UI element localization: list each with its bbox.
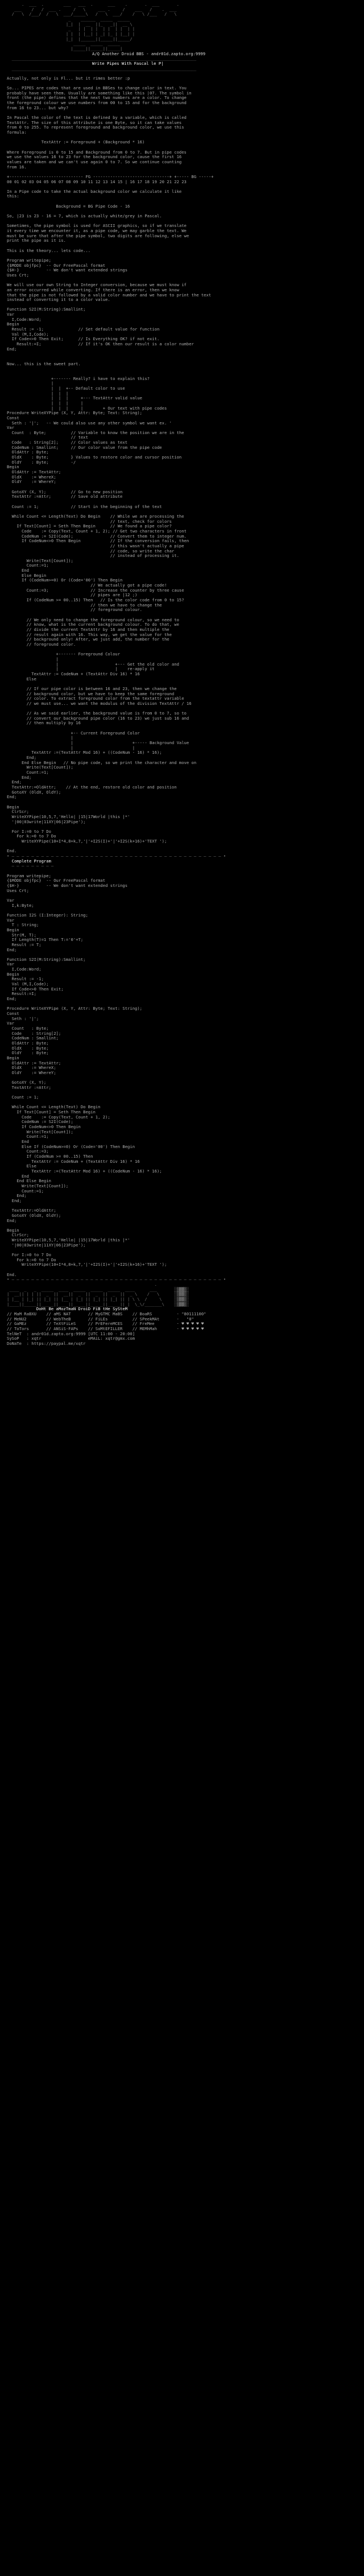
article-line: Procedure WriteXYPipe (X, Y, Attr: Byte; Text: String); <box>7 410 142 416</box>
article-line: OldY : Byte; -/ <box>7 459 76 465</box>
article-line: // this wasn't actually a pipe <box>7 543 184 548</box>
article-line: // foreground colour. <box>7 607 142 613</box>
article-line: // then we have to change the <box>7 602 162 608</box>
code-line: T : String; <box>7 922 39 928</box>
code-line <box>7 869 357 874</box>
code-line: Count:=1; <box>7 1134 49 1140</box>
article-line: +------- Foreground Colour <box>7 651 121 657</box>
article-line: So... PIPES are codes that are used in BBSes to change color in text. You <box>7 85 187 91</box>
bbs-title-text: A/Q Another Droid BBS - andr01d.zapto.org:9999 <box>92 51 206 56</box>
article-line: End; <box>7 774 32 780</box>
code-line: Code := Copy(Text, Count + 1, 2); <box>7 1114 110 1120</box>
article-line: Begin <box>7 464 19 470</box>
footer-status-row: SySoP : xqtr eMAiL: xqtr@gmx.com <box>7 1336 135 1341</box>
article-line: While Count <= Length(Text) Do Begin // While we are processing the <box>7 513 184 519</box>
article-line: instead of converting it to a color value. <box>7 297 110 303</box>
code-line: Result:=I; <box>7 991 36 997</box>
article-line <box>7 824 357 829</box>
code-line <box>7 1204 357 1209</box>
article-line: End; <box>7 794 17 800</box>
article-line: must be sure that after the pipe symbol, two digits are following, else we <box>7 233 189 238</box>
code-line: Uses Crt; <box>7 887 29 893</box>
code-line: OldX : Byte; <box>7 1045 49 1051</box>
footer-logo-line: ____ _ _ _____ ____ _____ _____ _____ ____ ___ ░▒▓▓▒░ <box>7 1286 189 1292</box>
code-line: If (CodeNum >= 00..15) Then <box>7 1153 93 1159</box>
article-line: // text, check for colors <box>7 518 172 524</box>
article-line: // text <box>7 435 88 440</box>
article-line: Code := Copy(Text, Count + 1, 2); // Get two characters in front <box>7 528 187 534</box>
header-logo-art <box>7 2 357 52</box>
article-line: | | | +--- TextAttr valid value <box>7 395 142 401</box>
article-line: we use the values 16 to 23 for the background color, cause the first 16 <box>7 154 182 160</box>
code-line: Var <box>7 897 14 903</box>
article-line: | +----- Background Value <box>7 740 189 746</box>
footer-menu <box>7 1312 357 1332</box>
article-line: OldAttr : Byte; <box>7 449 49 455</box>
code-line: End. <box>7 1272 17 1277</box>
article-line: from 0 to 255. To represent foreground and background color, we use this <box>7 125 184 130</box>
article-line: | | | <box>7 390 69 396</box>
code-line: I,k:Byte; <box>7 902 34 908</box>
header-logo-line: / \ /___/ / \ ___/_____\ / \ ___/ / \ /___ / \ <box>7 11 177 17</box>
article-line: values are taken and we can't use again 0 to 7. So we continue counting <box>7 159 182 164</box>
article-line: Count:=1; <box>7 769 49 775</box>
article-line: // background only! After, we just add, the number for the <box>7 637 169 642</box>
article-line: '|00|03write|11XY|06|23Pipe'); <box>7 819 86 824</box>
footer-menu-row[interactable]: // MeNU2 // WebTheB // FiLEs // SPeekMAt · "0" <box>7 1316 194 1322</box>
article-line: // know, what is the current background colour. To do that, we <box>7 622 179 628</box>
article-line: // If our pipe color is between 16 and 23, then we change the <box>7 686 177 691</box>
code-line: Function S2I(M:String):Smallint; <box>7 956 86 962</box>
article-line: Var <box>7 312 14 317</box>
article-line: // divide the current TextAttr by 16 and then multiple the <box>7 627 169 632</box>
article-line <box>7 844 357 849</box>
code-line: Var <box>7 961 14 967</box>
article-line <box>7 800 357 805</box>
section-title-underline: — — — — — — — — — <box>7 863 54 869</box>
code-line: TextAttr:=OldAttr; <box>7 1208 56 1213</box>
article-line: | | <box>7 745 135 750</box>
section-divider <box>7 854 357 859</box>
code-line: Count : Byte; <box>7 1025 49 1031</box>
article-line: Count:=3; // Increase the counter by three cause <box>7 587 184 593</box>
article-line: Count : Byte; // Variable to know the position we are in the <box>7 430 184 435</box>
code-line: Write(Text[Count]); <box>7 1129 73 1134</box>
article-line: an error occurred while converting. If there is an error, then we know <box>7 287 179 292</box>
article-line: If Code<>0 Then Exit; // Is Everything OK? if not exit. <box>7 336 160 342</box>
article-line: // convert our background pipe color (16 to 23) we just sub 16 and <box>7 715 189 721</box>
article-line: from 16 to 23... but why? <box>7 105 69 110</box>
code-line: Else <box>7 1163 36 1169</box>
section-title-text: Complete Program <box>7 858 51 864</box>
article-line: If (CodeNum>=0) Or (Code='00') Then Begin <box>7 577 123 583</box>
code-line: GotoXY (OldX, OldY); <box>7 1212 61 1218</box>
code-line: Program writepipe; <box>7 873 51 878</box>
article-line: this: <box>7 193 19 199</box>
header-divider-bottom: ___________________________________________________________________________ <box>7 65 197 71</box>
article-line: Code : String[2]; // Color values as text <box>7 440 128 445</box>
code-line <box>7 1076 357 1081</box>
footer-logo-line: |____||_____||_____||____||_____||_____||_____||_| \_\/_______\ ░▒▓▓▒░ <box>7 1301 189 1307</box>
article-line: probably have seen them. Usually are something like this |07. The symbol in <box>7 90 192 96</box>
code-line: Begin <box>7 1227 19 1233</box>
code-line: Seth : '|'; <box>7 1015 39 1021</box>
article-line: Val (M,I,Code); <box>7 331 49 337</box>
footer-divider-line: • — — — — — — — — — — — — — — — — — — — — — — — — — — — — — — — — — — — — — — — — — — — • <box>7 1277 226 1282</box>
code-line <box>7 1248 357 1253</box>
code-line: ClrScr; <box>7 1232 29 1238</box>
code-line: Str(M, T); <box>7 932 36 938</box>
article-title-text: Write Pipes With Fascal le P| <box>92 60 164 66</box>
article-line: // As we said earlier, the background value is from 0 to 7, so to <box>7 711 187 716</box>
article-line: In a Pipe code to take the actual background color we calculate it like <box>7 188 182 194</box>
article-line: formula: <box>7 130 27 135</box>
article-line: front (the pipe) defines that the next two numbers are a color. To change <box>7 95 187 101</box>
article-line: // background color, but we have to keep the same foreground <box>7 691 175 696</box>
article-line: // instead of processing it. <box>7 553 179 559</box>
section-divider-line: • — — — — — — — — — — — — — — — — — — — — — — — — — — — — — — — — — — — — — — — — — — — • <box>7 853 226 859</box>
code-line: OldY : Byte; <box>7 1050 49 1056</box>
code-line: CodeNum : Smallint; <box>7 1035 59 1041</box>
code-line: Code : String[2]; <box>7 1030 61 1036</box>
code-line: If Code<>0 Then Exit; <box>7 986 64 992</box>
footer-status <box>7 1332 357 1347</box>
article-line: | <box>7 381 54 386</box>
article-line: Sometimes, the pipe symbol is used for ASCII graphics, so if we translate <box>7 223 187 229</box>
article-line: Write(Text[Count]); <box>7 558 73 563</box>
code-line: Result := -1; <box>7 976 44 982</box>
article-line: For I:=0 to 7 Do <box>7 828 51 834</box>
header-divider: ___________________________________________________________________________ <box>7 56 197 61</box>
article-line: | <box>7 656 59 662</box>
article-line: // we must use... we want the modulus of the division TextAttr / 16 <box>7 700 192 706</box>
article-line: that the pipe is not followed by a valid color number and we have to print the text <box>7 292 212 298</box>
article-line: For k:=0 to 7 Do <box>7 833 56 839</box>
code-line: Val (M,I,Code); <box>7 981 49 987</box>
code-line: Begin <box>7 927 19 932</box>
article-line: | <box>7 735 73 741</box>
code-line: WriteXYPipe(10+I*4,8+k,7,'|'+I2S(I)+'|'+I2S(k+16)+'TEXT '); <box>7 1262 167 1268</box>
article-line: End; <box>7 779 22 785</box>
footer-status-row: TelNeT : andr01d.zapto.org:9999 [UTC 11:00 - 20:00] <box>7 1331 135 1336</box>
article-line: {$MODE objfpc} -- Our FreePascal format <box>7 262 106 268</box>
article-line: print the pipe as it is. <box>7 238 66 243</box>
article-line: WriteXYPipe(10+I*4,8+k,7,'|'+I2S(I)+'|'+I2S(k+16)+'TEXT '); <box>7 839 167 844</box>
header-logo-line: _____ _____ _____ <box>7 41 121 47</box>
article-line: GotoXY (OldX, OldY); <box>7 789 61 795</box>
article-line <box>7 352 357 357</box>
code-line: End; <box>7 1193 27 1199</box>
code-line: OldAttr := TextAttr; <box>7 1060 61 1066</box>
code-line: Result := T; <box>7 942 42 947</box>
article-line: Background = BG Pipe Code - 16 <box>7 203 130 209</box>
article-line: If Text[Count] = Seth Then Begin // We found a pipe color? <box>7 523 172 529</box>
article-line: | | re-apply it <box>7 666 155 672</box>
article-line: OldAttr := TextAttr; <box>7 469 61 475</box>
code-line: Procedure WriteXYPipe (X, Y, Attr: Byte; Text: String); <box>7 1006 142 1012</box>
article-line: | | | | <box>7 400 84 406</box>
article-line: I,Code:Word; <box>7 316 42 322</box>
code-line: {$MODE objfpc} -- Our FreePascal format <box>7 878 106 884</box>
code-line: For I:=0 to 7 Do <box>7 1252 51 1258</box>
article-line: | +--- Get the old color and <box>7 661 179 667</box>
header-logo-line: |_____||_____||_____| <box>7 46 123 51</box>
article-line: Function S2I(M:String):Smallint; <box>7 307 86 312</box>
article-line: // pipes are |12 ;) <box>7 592 138 598</box>
article-line: Const <box>7 415 19 420</box>
footer-logo-line: | |__ | |_| || |_| || |__ | |_| || |_| || |_| || | \ \ / \ ░▒▓▓▒░ <box>7 1296 189 1302</box>
footer-logo-art <box>7 1282 357 1307</box>
article-line: Seth : '|'; -- We could also use any other symbol we want ex. ' <box>7 420 172 426</box>
article-line: // foreground color. <box>7 641 76 647</box>
article-line: TextAttr := CodeNum + (TextAttr Div 16) * 16 <box>7 671 140 676</box>
article-line: In Pascal the color of the text is defined by a variable, which is called <box>7 115 187 121</box>
code-line: End; <box>7 996 17 1002</box>
article-line: Result := -1; // Set default value for function <box>7 327 160 332</box>
code-line: TextAttr :=(TextAttr Mod 16) + ((CodeNum - 16) * 16); <box>7 1168 162 1174</box>
code-line: Begin <box>7 971 19 977</box>
code-line: '|00|03write|11XY|06|23Pipe'); <box>7 1242 86 1248</box>
code-line: Else If (CodeNum>=0) Or (Code='00') Then Begin <box>7 1143 135 1149</box>
article-line: TextAttr:=OldAttr; // At the end, restore old color and position <box>7 784 177 790</box>
article-line: End; <box>7 755 36 760</box>
article-line: If CodeNum<>0 Then Begin // If the conversion fails, then <box>7 538 189 544</box>
article-line: it every time we encounter it, as a pipe code, we may garble the text. We <box>7 228 187 234</box>
code-line: If Length(T)=1 Then T:='0'+T; <box>7 937 84 943</box>
article-line: End; <box>7 346 17 352</box>
code-line: OldY := WhereY; <box>7 1070 56 1075</box>
header-logo-line: . ___ . ___ ___ . ___ . . ___ . <box>7 2 179 7</box>
article-line: TextAttr. The size of this attribute is one Byte, so it can take values <box>7 119 182 125</box>
code-line: TextAttr := CodeNum + (TextAttr Div 16) * 16 <box>7 1158 140 1164</box>
article-line: +-- Current Foreground Color <box>7 730 140 736</box>
code-line: If Text[Count] = Seth Then Begin <box>7 1109 96 1115</box>
article-line: | | +-- Default color to use <box>7 385 125 391</box>
code-line: End <box>7 1139 29 1145</box>
article-line: Begin <box>7 321 19 327</box>
header-logo-line: ___ / / ___ . / \ ___ . / ___ / . ___ <box>7 6 177 12</box>
code-line: End Else Begin <box>7 1178 51 1184</box>
article-line: Uses Crt; <box>7 272 29 278</box>
code-line: Var <box>7 917 14 923</box>
article-line: Var <box>7 425 14 431</box>
article-line: +------- Really? i have to explain this? <box>7 375 150 381</box>
code-line: CodeNum := S2I(Code); <box>7 1119 73 1125</box>
article-line <box>7 366 357 371</box>
code-line: While Count <= Length(Text) Do Begin <box>7 1104 101 1110</box>
article-line: OldX : Byte; } Values to restore color and cursor position <box>7 455 182 460</box>
article-line: // color. To extract foreground color from the textattr variable <box>7 696 184 701</box>
article-line: Else <box>7 676 36 682</box>
article-line: Else Begin <box>7 572 47 578</box>
footer-menu-row[interactable]: // MaM RaBXU // aMS NAT // MyGTMC MaBS // BoaRS · "80111100" <box>7 1311 206 1316</box>
article-line: GotoXY (X, Y); // Go to new position <box>7 489 123 494</box>
code-line: I,Code:Word; <box>7 967 42 972</box>
article-line: // then multiply by 16 <box>7 720 81 726</box>
article-line: 00 01 02 03 04 05 06 07 08 09 10 11 12 13 14 15 | 16 17 18 19 20 21 22 23 <box>7 179 187 184</box>
code-line: GotoXY (X, Y); <box>7 1080 47 1085</box>
footer-status-row: DoNaTe : https://paypal.me/xqtr <box>7 1340 86 1346</box>
article-line: End <box>7 568 29 573</box>
article-line: End Else Begin // No pipe code, so we print the character and move on <box>7 759 197 765</box>
code-line: OldX := WhereX; <box>7 1065 56 1071</box>
code-line: {$H-} -- We don't want extended strings <box>7 883 128 888</box>
article-line: // code, so write the char <box>7 548 175 554</box>
code-line: WriteXYPipe(10,5,7,'Hello| |15|17World |this |*' <box>7 1237 130 1243</box>
article-line: Where Foreground is 0 to 15 and Background from 0 to 7. But in pipe codes <box>7 149 187 155</box>
article-line: // We only need to change the foreground colour, so we need to <box>7 617 179 622</box>
article-line: {$H-} -- We don't want extended strings <box>7 267 128 273</box>
code-line <box>7 1268 357 1273</box>
article-line: Result:=I; // If it's OK then our result is a color number <box>7 341 194 347</box>
article-line: +------------------------------ FG -------------------------------+ +----- BG -----+ <box>7 174 214 179</box>
footer-menu-row[interactable]: // ToTors // ANSiS-FAPs // SoMtEFILLER // MEMhMah · ♥ ♥ ♥ ♥ ♥ <box>7 1326 204 1331</box>
section-title <box>7 859 357 869</box>
article-line: // result again with 16. This way, we get the value for the <box>7 631 172 637</box>
header-logo-line: _ | | | | | | | | | | <box>7 26 135 32</box>
code-line: For k:=0 to 7 Do <box>7 1257 56 1262</box>
code-line: Count:=3; <box>7 1149 49 1154</box>
article-line: CodeNum := S2I(Code); // Convert them to integer num. <box>7 533 187 539</box>
article-body <box>7 71 357 854</box>
article-line: Write(Text[Count]); <box>7 765 73 770</box>
article-line: This is the theory... lets code... <box>7 247 91 253</box>
article-line: End. <box>7 848 17 854</box>
code-line: End <box>7 1173 29 1179</box>
article-line: Count := 1; // Start in the beginning of the text <box>7 503 162 509</box>
header-logo-line: |_| |______||_____||_____/ <box>7 36 133 42</box>
article-line: Now... this is the sweet part. <box>7 361 81 366</box>
article-line: WriteXYPipe(10,5,7,'Hello| |15|17World |this |*' <box>7 814 130 819</box>
code-line: Count:=1; <box>7 1188 44 1194</box>
article-line: Begin <box>7 804 19 810</box>
code-line: If CodeNum<>0 Then Begin <box>7 1124 81 1130</box>
code-line: Var <box>7 1021 14 1026</box>
article-line: TextAttr :=Attr; // Save old attribute <box>7 494 123 499</box>
footer-tagline-text: DoHt Be aMozTmaN DroiD FiB tHe SySteM <box>7 1306 128 1312</box>
code-line: Write(Text[Count]); <box>7 1183 69 1188</box>
footer-logo-line: . <box>7 1281 157 1287</box>
article-line: We will use our own String to Integer conversion, because we must know if <box>7 282 187 288</box>
article-line: // We actually got a pipe code! <box>7 583 167 588</box>
article-line: Actually, not only is Fl... but it rimes better :p <box>7 75 130 81</box>
article-line: If (CodeNum >= 00..15) Then // Is the color code from 0 to 15? <box>7 597 184 603</box>
header-logo-line: | | | |__| | _| |_ | |__| | <box>7 31 135 36</box>
article-line: TextAttr := Foreground + (Background * 16) <box>7 139 145 145</box>
article-line: CodeNum : Smallint; // Our color value from the pipe code <box>7 444 162 450</box>
code-line: TextAttr :=Attr; <box>7 1084 51 1090</box>
footer-logo-line: | __|| | | || _ || __|| _ || _ || _ || _ \ / \ ░▒▓▓▒░ <box>7 1291 189 1297</box>
article-line: Count:=1; <box>7 563 49 568</box>
header-logo-line: _ ______ _____ _____ <box>7 16 130 22</box>
code-line: OldAttr : Byte; <box>7 1040 49 1046</box>
article-line: | | | | + Our text with pipe codes <box>7 405 167 411</box>
article-line <box>7 253 357 258</box>
article-line: the foreground colour we use numbers from 00 to 15 and for the background <box>7 100 187 106</box>
code-line <box>7 1223 357 1228</box>
code-line: Begin <box>7 1055 19 1060</box>
code-line: End; <box>7 1217 17 1223</box>
complete-program-code <box>7 869 357 1277</box>
article-line: TextAttr :=(TextAttr Mod 16) + ((CodeNum - 16) * 16); <box>7 750 162 756</box>
code-line: Const <box>7 1011 19 1016</box>
code-line: End; <box>7 947 17 952</box>
article-line: OldX := WhereX; <box>7 474 56 480</box>
code-line: Count := 1; <box>7 1095 39 1100</box>
article-line: So, |23 is 23 - 16 = 7, which is actually white/grey in Pascal. <box>7 213 162 219</box>
code-line <box>7 1090 357 1095</box>
article-line: ClrScr; <box>7 809 29 815</box>
footer-menu-row[interactable]: // GaMEz // TeXtFiLeS // PrEFereMCES // FreMee · ♥ ♥ ♥ ♥ ♥ <box>7 1321 204 1327</box>
code-line: End; <box>7 1198 22 1203</box>
article-line: from 16. <box>7 164 27 170</box>
code-line: Function I2S (I:Integer): String; <box>7 912 88 918</box>
code-line <box>7 893 357 898</box>
article-line: OldY := WhereY; <box>7 479 56 485</box>
article-line: Program writepipe; <box>7 257 51 263</box>
header-logo-line: |_| | __ ||_ _|| __ \ <box>7 21 133 27</box>
